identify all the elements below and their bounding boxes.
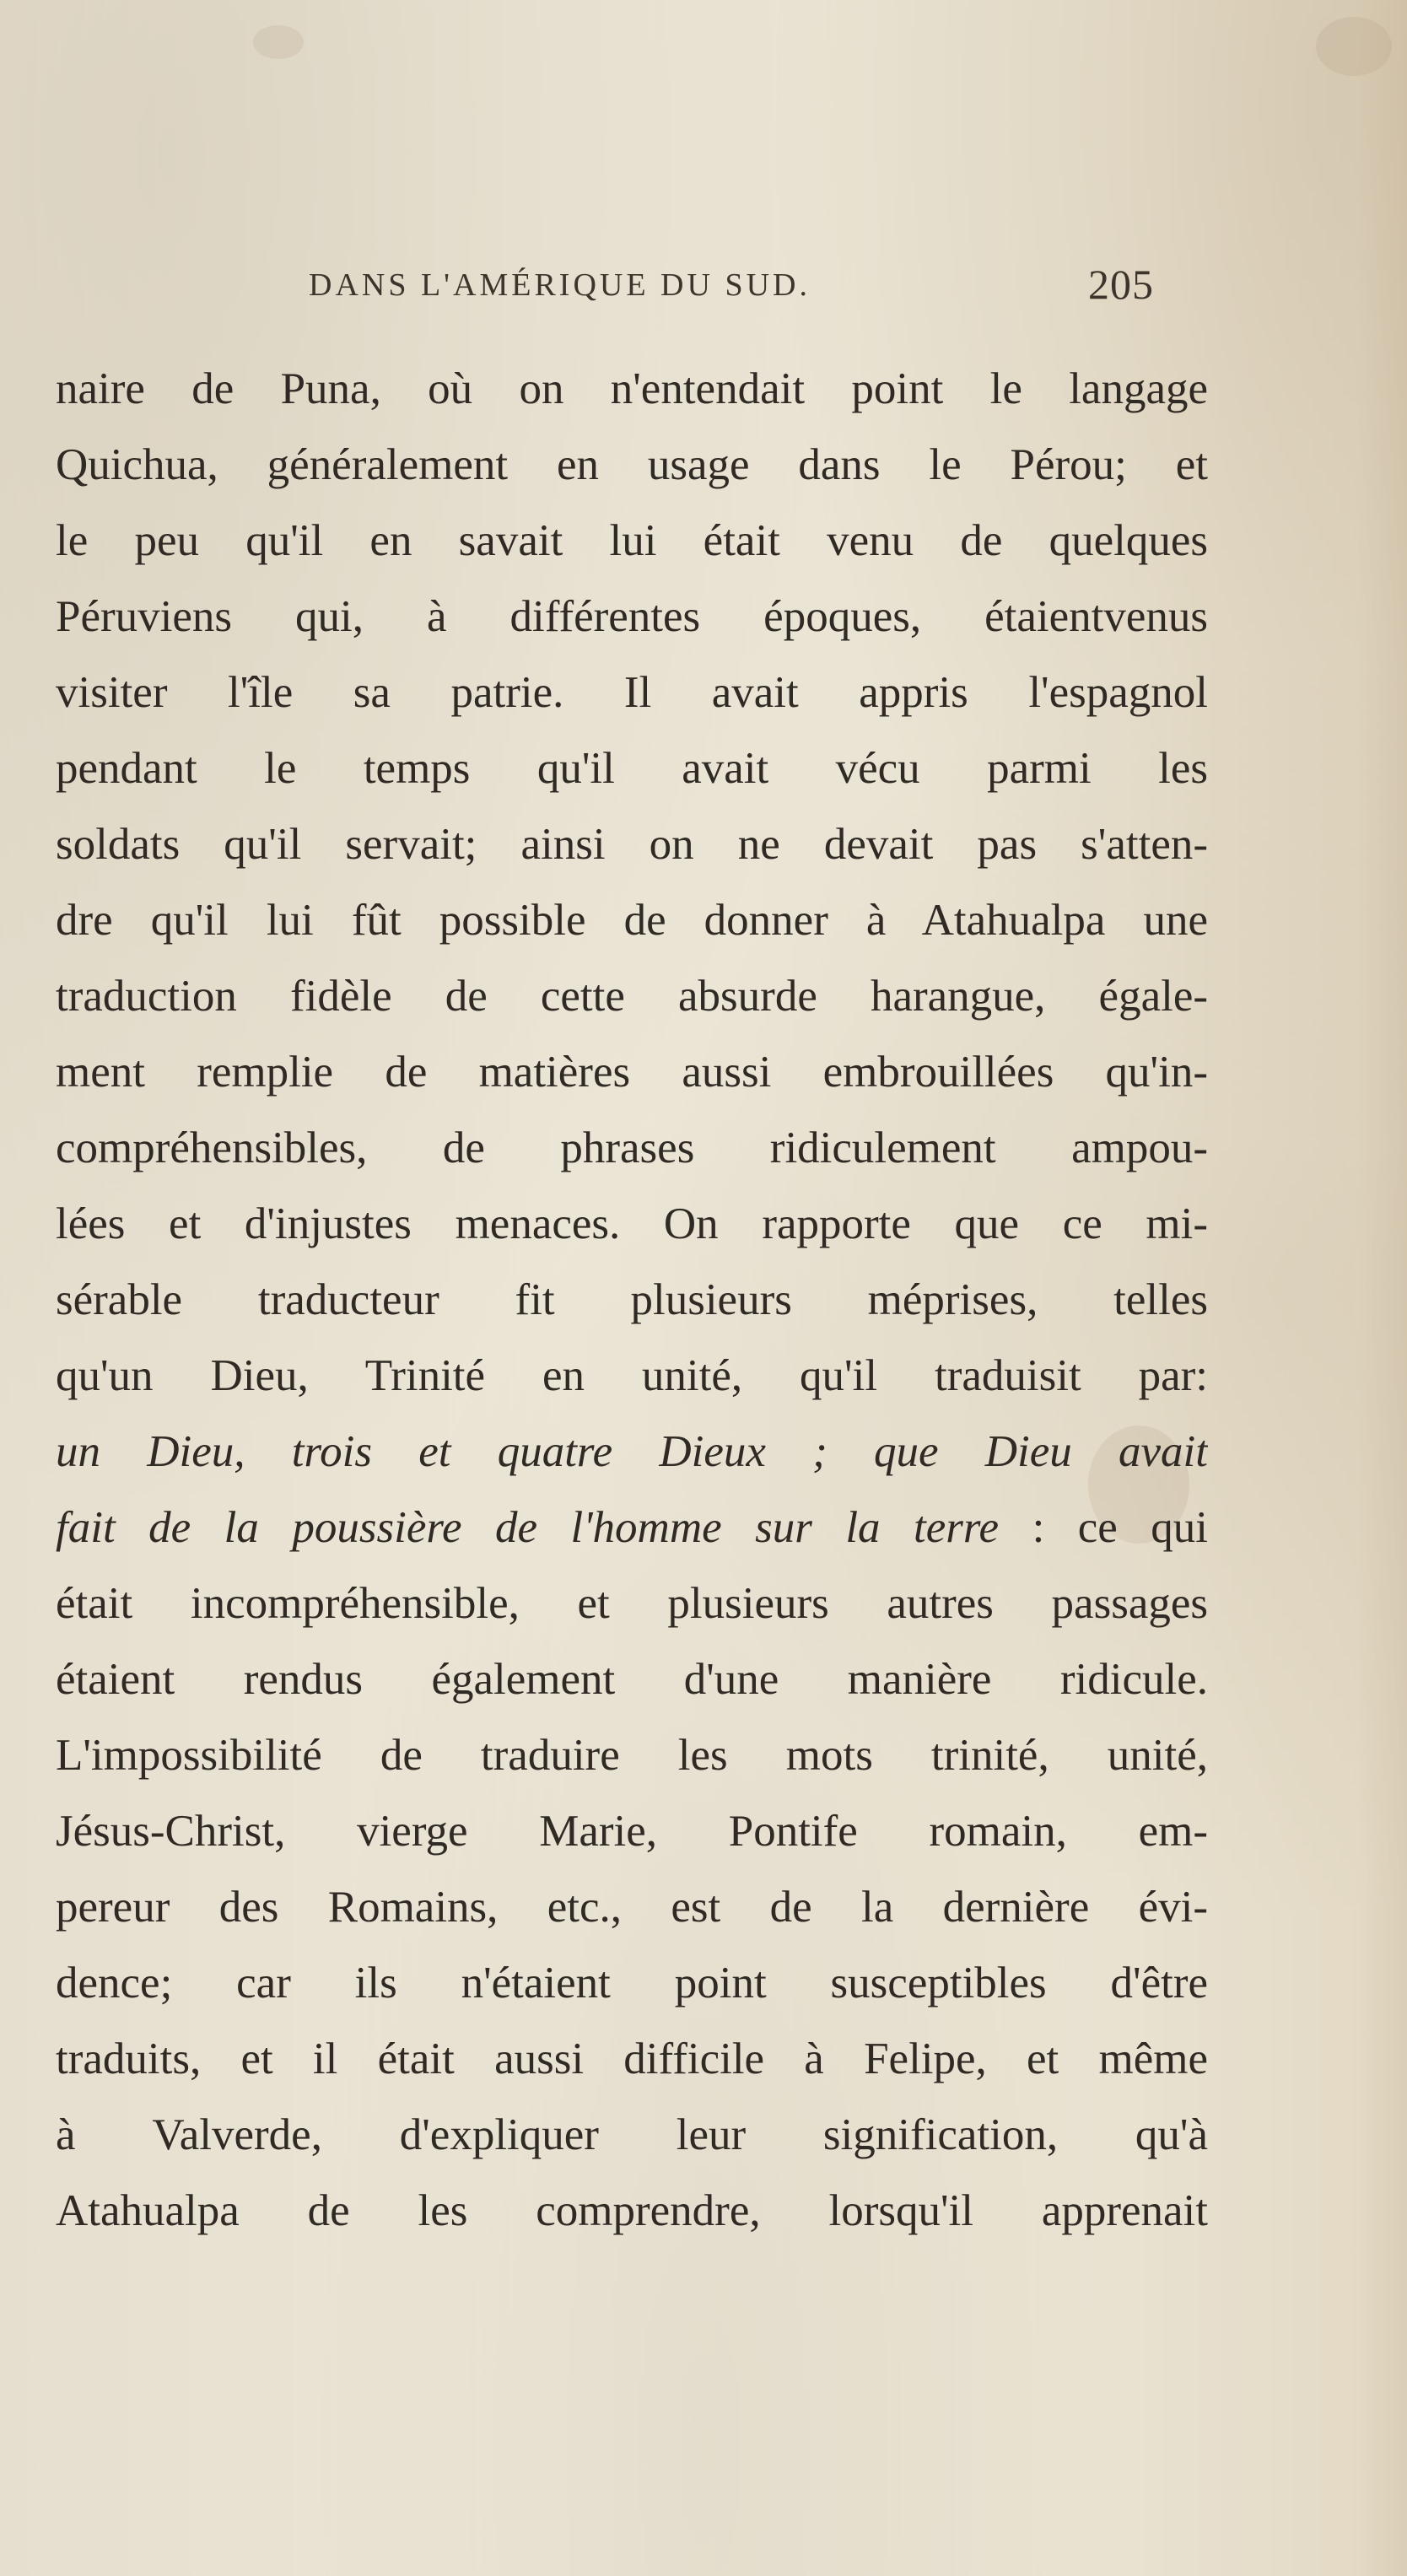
text-line: étaient rendus également d'une manière ridicule. <box>56 1655 1208 1704</box>
text-line: qu'un Dieu, Trinité en unité, qu'il traduisit par: <box>56 1351 1208 1400</box>
text-line: ment remplie de matières aussi embrouillées qu'in- <box>56 1048 1208 1097</box>
page-edge-shadow <box>1356 0 1407 2576</box>
text-line: était incompréhensible, et plusieurs autres passages <box>56 1579 1208 1628</box>
roman-phrase: : ce qui <box>1032 1503 1208 1552</box>
text-line: le peu qu'il en savait lui était venu de quelques <box>56 516 1208 565</box>
mixed-text-line <box>56 1490 1208 1566</box>
text-line: Jésus-Christ, vierge Marie, Pontife romain, em- <box>56 1807 1208 1856</box>
text-line: L'impossibilité de traduire les mots trinité, unité, <box>56 1731 1208 1780</box>
running-head-title: DANS L'AMÉRIQUE DU SUD. <box>309 267 811 303</box>
text-line: à Valverde, d'expliquer leur signification, qu'à <box>56 2110 1208 2159</box>
text-line: Quichua, généralement en usage dans le Pérou; et <box>56 440 1208 489</box>
text-line: visiter l'île sa patrie. Il avait appris l'espagnol <box>56 668 1208 717</box>
paper-stain <box>253 25 304 59</box>
page-number: 205 <box>1088 261 1154 308</box>
running-head <box>0 261 1407 317</box>
text-line: sérable traducteur fit plusieurs méprises, telles <box>56 1275 1208 1324</box>
body-text <box>56 351 1208 2249</box>
text-line: traduits, et il était aussi difficile à Felipe, et même <box>56 2034 1208 2083</box>
text-line: soldats qu'il servait; ainsi on ne devait pas s'atten- <box>56 820 1208 869</box>
italic-phrase: fait de la poussière de l'homme sur la terre <box>56 1503 1000 1552</box>
italic-text-line: un Dieu, trois et quatre Dieux ; que Dieu avait <box>56 1427 1208 1476</box>
text-line: traduction fidèle de cette absurde harangue, égale- <box>56 972 1208 1021</box>
text-line: lées et d'injustes menaces. On rapporte que ce mi- <box>56 1199 1208 1248</box>
text-line: dre qu'il lui fût possible de donner à Atahualpa une <box>56 896 1208 945</box>
text-line: Atahualpa de les comprendre, lorsqu'il apprenait <box>56 2186 1208 2235</box>
text-line: Péruviens qui, à différentes époques, étaientvenus <box>56 592 1208 641</box>
text-line: pendant le temps qu'il avait vécu parmi les <box>56 744 1208 793</box>
text-line: compréhensibles, de phrases ridiculement ampou- <box>56 1124 1208 1172</box>
paper-stain <box>1316 17 1392 76</box>
text-line: dence; car ils n'étaient point susceptibles d'être <box>56 1959 1208 2007</box>
text-line: naire de Puna, où on n'entendait point le langage <box>56 364 1208 413</box>
text-line: pereur des Romains, etc., est de la dernière évi- <box>56 1883 1208 1932</box>
